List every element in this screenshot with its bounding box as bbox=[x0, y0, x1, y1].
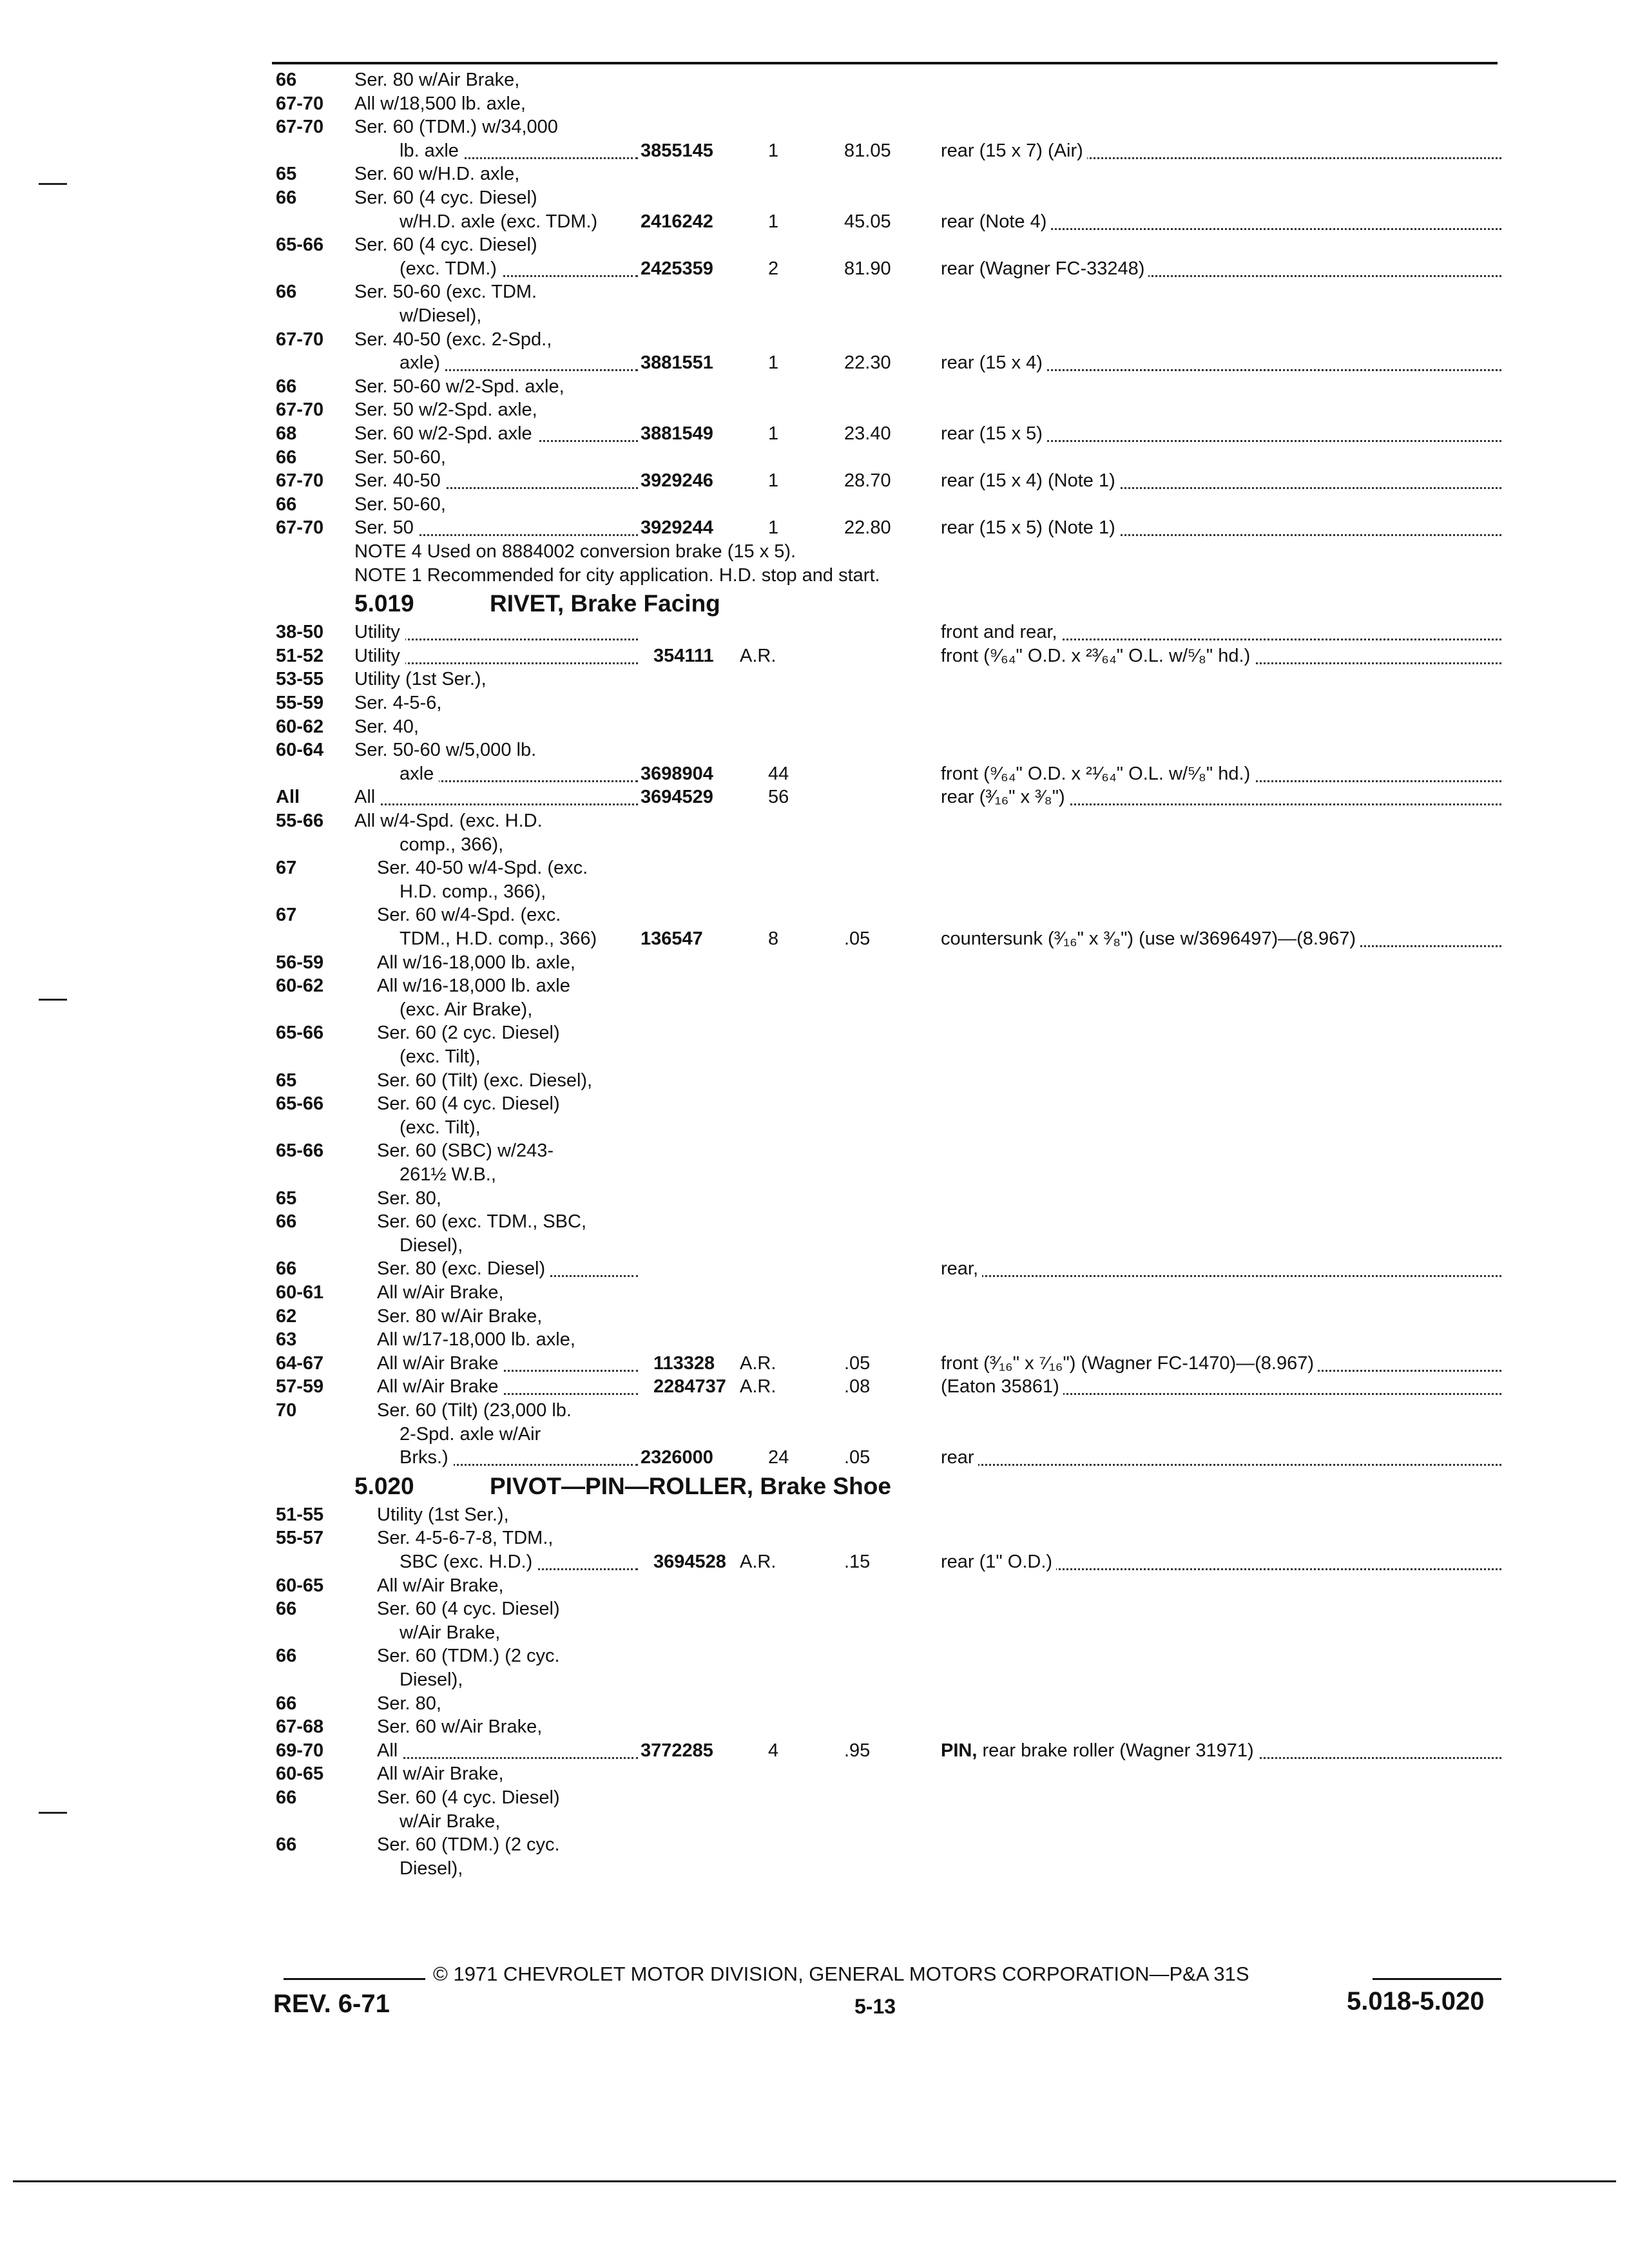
application-description: (exc. TDM.) bbox=[400, 257, 502, 280]
quantity: A.R. bbox=[740, 645, 776, 666]
application-description: Ser. 4-5-6-7-8, TDM., bbox=[377, 1526, 558, 1550]
table-row bbox=[0, 1810, 1629, 1833]
application-description: Ser. 40, bbox=[354, 715, 424, 738]
quantity: 56 bbox=[768, 787, 789, 808]
application-description: Ser. 60 (4 cyc. Diesel) bbox=[377, 1092, 565, 1115]
price: .05 bbox=[844, 1447, 871, 1468]
remarks: rear, bbox=[941, 1257, 982, 1280]
table-row bbox=[0, 1833, 1629, 1856]
table-row bbox=[0, 540, 1629, 563]
table-row bbox=[0, 1597, 1629, 1620]
model-years: 60-65 bbox=[276, 1575, 324, 1596]
footer-copyright bbox=[284, 1961, 1508, 1987]
price: 28.70 bbox=[844, 470, 891, 492]
application-description: All w/4-Spd. (exc. H.D. bbox=[354, 809, 548, 832]
remark-leader-dots bbox=[947, 1252, 1501, 1277]
remarks: rear (Note 4) bbox=[941, 210, 1050, 233]
model-years: 67-70 bbox=[276, 117, 324, 138]
remarks: rear (15 x 5) (Note 1) bbox=[941, 516, 1119, 539]
application-description: Ser. 40-50 bbox=[354, 469, 446, 492]
application-description: Ser. 50-60 (exc. TDM. bbox=[354, 280, 542, 303]
model-years: 53-55 bbox=[276, 669, 324, 690]
table-row bbox=[0, 1762, 1629, 1785]
quantity: A.R. bbox=[740, 1552, 776, 1572]
price: .15 bbox=[844, 1552, 871, 1572]
application-description: Utility bbox=[354, 620, 405, 644]
application-description: All w/17-18,000 lb. axle, bbox=[377, 1328, 581, 1351]
table-row bbox=[0, 210, 1629, 233]
application-description: Diesel), bbox=[400, 1234, 468, 1257]
copyright-text: © 1971 CHEVROLET MOTOR DIVISION, GENERAL MOTORS CORPORATION—P&A 31S bbox=[433, 1963, 1249, 1985]
table-row bbox=[0, 280, 1629, 303]
model-years: 67-70 bbox=[276, 329, 324, 350]
footer-rule-left bbox=[284, 1978, 425, 1980]
application-description: Ser. 50 w/2-Spd. axle, bbox=[354, 398, 543, 421]
model-years: 64-67 bbox=[276, 1352, 324, 1374]
table-row bbox=[0, 1550, 1629, 1573]
application-description: All bbox=[377, 1739, 403, 1762]
table-row bbox=[0, 1668, 1629, 1691]
table-row bbox=[0, 1621, 1629, 1644]
model-years: 66 bbox=[276, 1693, 297, 1714]
table-row bbox=[0, 92, 1629, 115]
table-row bbox=[0, 1739, 1629, 1762]
quantity: A.R. bbox=[740, 1376, 776, 1398]
model-years: 62 bbox=[276, 1305, 297, 1327]
table-row bbox=[0, 1163, 1629, 1186]
table-row bbox=[0, 1069, 1629, 1092]
table-row bbox=[0, 351, 1629, 374]
application-description: All w/16-18,000 lb. axle, bbox=[377, 951, 581, 974]
application-description: Ser. 50-60 w/2-Spd. axle, bbox=[354, 375, 570, 398]
part-number: 3772285 bbox=[638, 1739, 716, 1762]
model-years: All bbox=[276, 787, 300, 808]
table-row bbox=[0, 785, 1629, 809]
remarks: front (³⁄₁₆" x ⁷⁄₁₆") (Wagner FC-1470)—(8.967) bbox=[941, 1352, 1318, 1375]
quantity: 1 bbox=[768, 211, 779, 232]
model-years: 66 bbox=[276, 1258, 297, 1280]
model-years: 67 bbox=[276, 905, 297, 926]
remarks: rear bbox=[941, 1446, 978, 1469]
application-description: H.D. comp., 366), bbox=[400, 880, 551, 903]
table-row bbox=[0, 304, 1629, 327]
model-years: 66 bbox=[276, 447, 297, 468]
price: .05 bbox=[844, 928, 871, 949]
application-description: Brks.) bbox=[400, 1446, 454, 1469]
table-row bbox=[0, 375, 1629, 398]
application-description: Ser. 60 (TDM.) w/34,000 bbox=[354, 115, 563, 139]
quantity: 1 bbox=[768, 423, 779, 444]
model-years: 60-64 bbox=[276, 740, 324, 761]
model-years: 56-59 bbox=[276, 952, 324, 973]
application-description: Ser. 60 w/4-Spd. (exc. bbox=[377, 903, 566, 927]
model-years: 67-70 bbox=[276, 517, 324, 539]
table-row bbox=[0, 644, 1629, 668]
remarks: PIN, rear brake roller (Wagner 31971) bbox=[941, 1739, 1258, 1762]
application-description: Ser. 60 (SBC) w/243- bbox=[377, 1139, 559, 1162]
application-description: w/Air Brake, bbox=[400, 1810, 505, 1833]
quantity: 1 bbox=[768, 517, 779, 539]
quantity: 44 bbox=[768, 763, 789, 784]
application-description: NOTE 4 Used on 8884002 conversion brake (15 x 5). bbox=[354, 540, 801, 563]
table-row bbox=[0, 809, 1629, 832]
model-years: 38-50 bbox=[276, 622, 324, 643]
model-years: 65-66 bbox=[276, 1140, 324, 1162]
model-years: 66 bbox=[276, 1787, 297, 1808]
leader-dots bbox=[383, 1734, 638, 1759]
model-years: 66 bbox=[276, 494, 297, 515]
application-description: (exc. Air Brake), bbox=[400, 998, 537, 1021]
part-number: 354111 bbox=[651, 644, 717, 668]
application-description: All w/Air Brake, bbox=[377, 1574, 509, 1597]
application-description: Ser. 60 (4 cyc. Diesel) bbox=[354, 186, 543, 209]
model-years: 55-59 bbox=[276, 693, 324, 713]
model-years: 66 bbox=[276, 187, 297, 208]
model-years: 65 bbox=[276, 1070, 297, 1091]
price: 22.80 bbox=[844, 517, 891, 539]
remarks: rear (³⁄₁₆" x ³⁄₈") bbox=[941, 785, 1069, 809]
application-description: Ser. 40-50 w/4-Spd. (exc. bbox=[377, 856, 593, 879]
quantity: 1 bbox=[768, 352, 779, 374]
application-description: Diesel), bbox=[400, 1668, 468, 1691]
revision-label: REV. 6-71 bbox=[273, 1990, 390, 2018]
table-row bbox=[0, 1281, 1629, 1304]
part-number: 3929246 bbox=[638, 469, 716, 492]
table-row bbox=[0, 1092, 1629, 1115]
table-row bbox=[0, 1692, 1629, 1715]
model-years: 51-55 bbox=[276, 1504, 324, 1525]
table-row bbox=[0, 1210, 1629, 1233]
application-description: 261½ W.B., bbox=[400, 1163, 501, 1186]
model-years: 66 bbox=[276, 1646, 297, 1667]
application-description: w/Air Brake, bbox=[400, 1621, 505, 1644]
part-number: 3881551 bbox=[638, 351, 716, 374]
application-description: Ser. 60 w/Air Brake, bbox=[377, 1715, 547, 1738]
application-description: Ser. 60 (4 cyc. Diesel) bbox=[354, 233, 543, 256]
part-number: 136547 bbox=[638, 927, 706, 950]
table-row bbox=[0, 162, 1629, 186]
application-description: w/Diesel), bbox=[400, 304, 487, 327]
application-description: Ser. 60 w/2-Spd. axle bbox=[354, 422, 537, 445]
application-description: Ser. 40-50 (exc. 2-Spd., bbox=[354, 328, 557, 351]
table-row bbox=[0, 1375, 1629, 1398]
quantity: 4 bbox=[768, 1740, 779, 1761]
application-description: All w/Air Brake bbox=[377, 1352, 504, 1375]
application-description: Ser. 60 (4 cyc. Diesel) bbox=[377, 1786, 565, 1809]
quantity: A.R. bbox=[740, 1352, 776, 1374]
application-description: Ser. 60 (exc. TDM., SBC, bbox=[377, 1210, 592, 1233]
table-row bbox=[0, 1574, 1629, 1597]
application-description: axle bbox=[400, 762, 439, 785]
part-number: 3694528 bbox=[651, 1550, 729, 1573]
part-number: 2425359 bbox=[638, 257, 716, 280]
application-description: Ser. 60 (TDM.) (2 cyc. bbox=[377, 1833, 565, 1856]
model-years: 66 bbox=[276, 1211, 297, 1233]
model-years: 67-70 bbox=[276, 399, 324, 421]
application-description: Ser. 50-60, bbox=[354, 446, 451, 469]
remarks: countersunk (³⁄₁₆" x ³⁄₈") (use w/3696497)—(8.967) bbox=[941, 927, 1360, 950]
table-row bbox=[0, 1045, 1629, 1068]
table-row bbox=[0, 1187, 1629, 1210]
part-number: 2326000 bbox=[638, 1446, 716, 1469]
section-title: PIVOT—PIN—ROLLER, Brake Shoe bbox=[490, 1472, 891, 1499]
application-description: All w/Air Brake bbox=[377, 1375, 504, 1398]
table-row bbox=[0, 1021, 1629, 1044]
model-years: 69-70 bbox=[276, 1740, 324, 1761]
table-row bbox=[0, 951, 1629, 974]
table-row bbox=[0, 691, 1629, 715]
model-years: 55-57 bbox=[276, 1528, 324, 1549]
table-row bbox=[0, 880, 1629, 903]
section-range: 5.018-5.020 bbox=[1347, 1987, 1485, 2015]
price: .08 bbox=[844, 1376, 871, 1398]
application-description: Ser. 60 (Tilt) (exc. Diesel), bbox=[377, 1069, 597, 1092]
leader-dots bbox=[406, 757, 638, 782]
footer-rule-right bbox=[1373, 1978, 1501, 1980]
table-row bbox=[0, 998, 1629, 1021]
model-years: 65-66 bbox=[276, 1023, 324, 1044]
application-description: Ser. 60 (2 cyc. Diesel) bbox=[377, 1021, 565, 1044]
table-row bbox=[0, 516, 1629, 539]
application-description: Ser. 80 w/Air Brake, bbox=[354, 68, 525, 91]
model-years: 60-61 bbox=[276, 1282, 324, 1303]
application-description: Ser. 50-60, bbox=[354, 493, 451, 516]
application-description: Ser. 80, bbox=[377, 1187, 447, 1210]
remark-keyword: PIN, bbox=[941, 1740, 978, 1761]
table-row bbox=[0, 1399, 1629, 1422]
part-number: 2416242 bbox=[638, 210, 716, 233]
remarks: front and rear, bbox=[941, 620, 1061, 644]
section-number: 5.020 bbox=[354, 1472, 414, 1499]
model-years: 70 bbox=[276, 1400, 297, 1421]
price: 22.30 bbox=[844, 352, 891, 374]
application-description: Diesel), bbox=[400, 1857, 468, 1880]
model-years: 60-65 bbox=[276, 1763, 324, 1785]
quantity: 1 bbox=[768, 140, 779, 161]
model-years: 66 bbox=[276, 282, 297, 303]
model-years: 67-70 bbox=[276, 93, 324, 114]
application-description: Utility (1st Ser.), bbox=[377, 1503, 514, 1526]
top-rule bbox=[272, 62, 1498, 64]
price: 45.05 bbox=[844, 211, 891, 232]
model-years: 66 bbox=[276, 1599, 297, 1620]
application-description: NOTE 1 Recommended for city application. H.D. stop and start. bbox=[354, 564, 885, 587]
application-description: All w/18,500 lb. axle, bbox=[354, 92, 531, 115]
quantity: 1 bbox=[768, 470, 779, 492]
section-heading bbox=[0, 1471, 1629, 1502]
model-years: 67-70 bbox=[276, 470, 324, 492]
price: .95 bbox=[844, 1740, 871, 1761]
application-description: Ser. 80 (exc. Diesel) bbox=[377, 1257, 550, 1280]
table-row bbox=[0, 668, 1629, 691]
table-row bbox=[0, 1139, 1629, 1162]
table-row bbox=[0, 469, 1629, 492]
part-number: 3694529 bbox=[638, 785, 716, 809]
application-description: Ser. 60 (4 cyc. Diesel) bbox=[377, 1597, 565, 1620]
application-description: 2-Spd. axle w/Air bbox=[400, 1423, 546, 1446]
page-number: 5-13 bbox=[854, 1995, 896, 2018]
remarks: front (⁹⁄₆₄" O.D. x ²³⁄₆₄" O.L. w/⁵⁄₈" hd.) bbox=[941, 644, 1254, 668]
model-years: 67-68 bbox=[276, 1716, 324, 1738]
application-description: All w/16-18,000 lb. axle bbox=[377, 974, 575, 997]
remarks: rear (15 x 5) bbox=[941, 422, 1046, 445]
model-years: 65 bbox=[276, 164, 297, 185]
table-row bbox=[0, 422, 1629, 445]
table-row bbox=[0, 564, 1629, 587]
model-years: 60-62 bbox=[276, 716, 324, 737]
table-row bbox=[0, 1786, 1629, 1809]
price: .05 bbox=[844, 1352, 871, 1374]
application-description: TDM., H.D. comp., 366) bbox=[400, 927, 602, 950]
leader-dots bbox=[361, 780, 638, 805]
part-number: 3881549 bbox=[638, 422, 716, 445]
price: 81.90 bbox=[844, 258, 891, 279]
model-years: 57-59 bbox=[276, 1376, 324, 1398]
application-description: w/H.D. axle (exc. TDM.) bbox=[400, 210, 602, 233]
part-number: 3855145 bbox=[638, 139, 716, 162]
table-row bbox=[0, 1503, 1629, 1526]
model-years: 65-66 bbox=[276, 235, 324, 256]
table-row bbox=[0, 257, 1629, 280]
section-title: RIVET, Brake Facing bbox=[490, 590, 720, 617]
application-description: comp., 366), bbox=[400, 833, 508, 856]
remarks: rear (Wagner FC-33248) bbox=[941, 257, 1148, 280]
model-years: 65 bbox=[276, 1187, 297, 1209]
price: 81.05 bbox=[844, 140, 891, 161]
application-description: Utility (1st Ser.), bbox=[354, 668, 492, 691]
part-number: 3698904 bbox=[638, 762, 716, 785]
model-years: 66 bbox=[276, 70, 297, 90]
price: 23.40 bbox=[844, 423, 891, 444]
part-number: 2284737 bbox=[651, 1375, 729, 1398]
application-description: Ser. 50 bbox=[354, 516, 419, 539]
application-description: lb. axle bbox=[400, 139, 464, 162]
section-heading bbox=[0, 588, 1629, 619]
application-description: Ser. 4-5-6, bbox=[354, 691, 447, 715]
table-row bbox=[0, 68, 1629, 91]
application-description: Ser. 50-60 w/5,000 lb. bbox=[354, 738, 541, 762]
remark-leader-dots bbox=[947, 1441, 1501, 1466]
remarks: rear (15 x 7) (Air) bbox=[941, 139, 1087, 162]
remarks: rear (15 x 4) bbox=[941, 351, 1046, 374]
table-row bbox=[0, 856, 1629, 879]
quantity: 2 bbox=[768, 258, 779, 279]
bottom-rule bbox=[13, 2180, 1616, 2182]
model-years: 66 bbox=[276, 1834, 297, 1856]
model-years: 66 bbox=[276, 376, 297, 397]
table-row bbox=[0, 1446, 1629, 1469]
quantity: 24 bbox=[768, 1447, 789, 1468]
application-description: Ser. 60 (TDM.) (2 cyc. bbox=[377, 1644, 565, 1667]
table-row bbox=[0, 1644, 1629, 1667]
model-years: 67 bbox=[276, 858, 297, 879]
application-description: SBC (exc. H.D.) bbox=[400, 1550, 537, 1573]
table-row bbox=[0, 1257, 1629, 1280]
application-description: Utility bbox=[354, 644, 405, 668]
application-description: axle) bbox=[400, 351, 445, 374]
part-number: 3929244 bbox=[638, 516, 716, 539]
remarks: rear (15 x 4) (Note 1) bbox=[941, 469, 1119, 492]
application-description: Ser. 80 w/Air Brake, bbox=[377, 1305, 547, 1328]
application-description: (exc. Tilt), bbox=[400, 1116, 486, 1139]
remarks: rear (1" O.D.) bbox=[941, 1550, 1056, 1573]
table-row bbox=[0, 927, 1629, 950]
model-years: 63 bbox=[276, 1329, 297, 1350]
table-row bbox=[0, 1305, 1629, 1328]
table-row bbox=[0, 715, 1629, 738]
application-description: (exc. Tilt), bbox=[400, 1045, 486, 1068]
remarks: (Eaton 35861) bbox=[941, 1375, 1063, 1398]
application-description: Ser. 60 w/H.D. axle, bbox=[354, 162, 525, 186]
model-years: 68 bbox=[276, 423, 297, 444]
section-number: 5.019 bbox=[354, 590, 414, 617]
part-number: 113328 bbox=[651, 1352, 717, 1375]
model-years: 55-66 bbox=[276, 811, 324, 831]
model-years: 60-62 bbox=[276, 975, 324, 997]
application-description: All w/Air Brake, bbox=[377, 1762, 509, 1785]
quantity: 8 bbox=[768, 928, 779, 949]
table-row bbox=[0, 1116, 1629, 1139]
remarks: front (⁹⁄₆₄" O.D. x ²¹⁄₆₄" O.L. w/⁵⁄₈" hd.) bbox=[941, 762, 1254, 785]
model-years: 51-52 bbox=[276, 645, 324, 666]
table-row bbox=[0, 139, 1629, 162]
table-row bbox=[0, 833, 1629, 856]
table-row bbox=[0, 974, 1629, 997]
table-row bbox=[0, 1857, 1629, 1880]
model-years: 65-66 bbox=[276, 1093, 324, 1115]
application-description: Ser. 60 (Tilt) (23,000 lb. bbox=[377, 1399, 577, 1422]
application-description: All bbox=[354, 785, 380, 809]
application-description: All w/Air Brake, bbox=[377, 1281, 509, 1304]
application-description: Ser. 80, bbox=[377, 1692, 447, 1715]
